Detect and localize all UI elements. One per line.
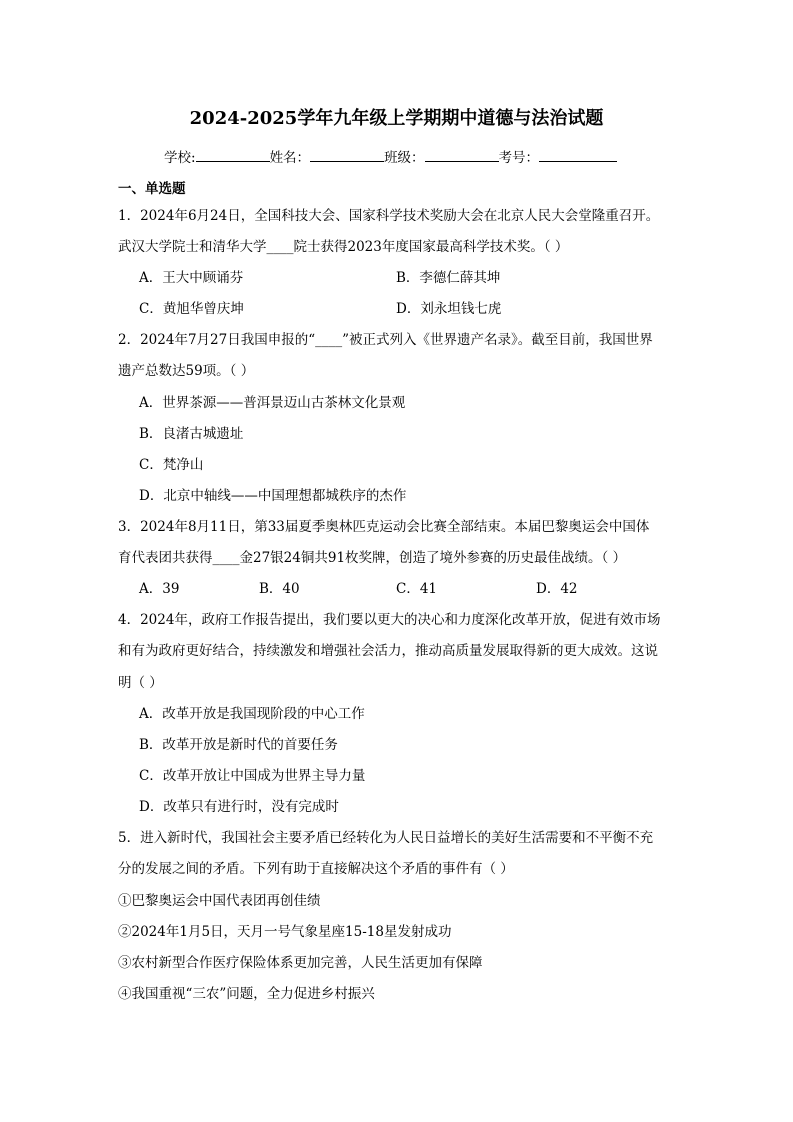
school-label: 学校: [164,150,196,166]
q2-option-b[interactable]: B．良渚古城遗址 [139,426,244,442]
q2-option-a[interactable]: A．世界茶源——普洱景迈山古茶林文化景观 [139,395,406,411]
exam-no-label: 考号： [498,150,540,166]
q4-line2: 和有为政府更好结合，持续激发和增强社会活力，推动高质量发展取得新的更大成效。这说 [118,643,658,659]
q1-option-c[interactable]: C．黄旭华曾庆坤 [139,301,244,317]
q5-line2: 分的发展之间的矛盾。下列有助于直接解决这个矛盾的事件有（ ） [118,861,514,877]
q5-item-4: ④我国重视“三农”问题，全力促进乡村振兴 [118,986,375,1002]
school-blank[interactable] [196,149,270,162]
q2-option-c[interactable]: C．梵净山 [139,457,204,473]
q1-line2: 武汉大学院士和清华大学____院士获得2023年度国家最高科学技术奖。（ ） [118,239,569,255]
q3-line2: 育代表团共获得____金27银24铜共91枚奖牌，创造了境外参赛的历史最佳战绩。（ ） [118,550,627,566]
q5-item-1: ①巴黎奥运会中国代表团再创佳绩 [118,893,321,909]
q5-item-2: ②2024年1月5日，天月一号气象星座15-18星发射成功 [118,924,452,940]
q5-line1: 5．进入新时代，我国社会主要矛盾已经转化为人民日益增长的美好生活需要和不平衡不充 [118,830,654,846]
class-label: 班级： [384,150,425,166]
class-blank[interactable] [425,149,499,162]
q3-option-a[interactable]: A．39 [139,581,180,597]
student-info-line [164,146,617,166]
exam-no-blank[interactable] [539,149,617,162]
q1-option-d[interactable]: D．刘永坦钱七虎 [396,301,502,317]
q2-option-d[interactable]: D．北京中轴线——中国理想都城秩序的杰作 [139,488,407,504]
q5-item-3: ③农村新型合作医疗保险体系更加完善，人民生活更加有保障 [118,955,483,971]
q3-option-d[interactable]: D．42 [536,581,578,597]
name-blank[interactable] [310,149,384,162]
q2-line2: 遗产总数达59项。（ ） [118,363,255,379]
q4-option-d[interactable]: D．改革只有进行时，没有完成时 [139,799,339,815]
section-heading: 一、单选题 [118,181,186,197]
q1-option-a[interactable]: A．王大中顾诵芬 [139,270,244,286]
q4-option-c[interactable]: C．改革开放让中国成为世界主导力量 [139,768,366,784]
q4-option-a[interactable]: A．改革开放是我国现阶段的中心工作 [139,706,365,722]
page-title: 2024-2025学年九年级上学期期中道德与法治试题 [189,108,604,129]
q3-line1: 3．2024年8月11日，第33届夏季奥林匹克运动会比赛全部结束。本届巴黎奥运会中国体 [118,519,650,535]
q2-line1: 2．2024年7月27日我国申报的“____”被正式列入《世界遗产名录》。截至目前，我国世界 [118,332,653,348]
q1-line1: 1．2024年6月24日，全国科技大会、国家科学技术奖励大会在北京人民大会堂隆重召开。 [118,208,660,224]
q4-option-b[interactable]: B．改革开放是新时代的首要任务 [139,737,338,753]
name-label: 姓名： [269,150,311,166]
q3-option-b[interactable]: B．40 [259,581,300,597]
q4-line1: 4．2024年，政府工作报告提出，我们要以更大的决心和力度深化改革开放，促进有效市场 [118,612,661,628]
q1-option-b[interactable]: B．李德仁薛其坤 [396,270,501,286]
q3-option-c[interactable]: C．41 [396,581,438,597]
q4-line3: 明（ ） [118,675,163,691]
